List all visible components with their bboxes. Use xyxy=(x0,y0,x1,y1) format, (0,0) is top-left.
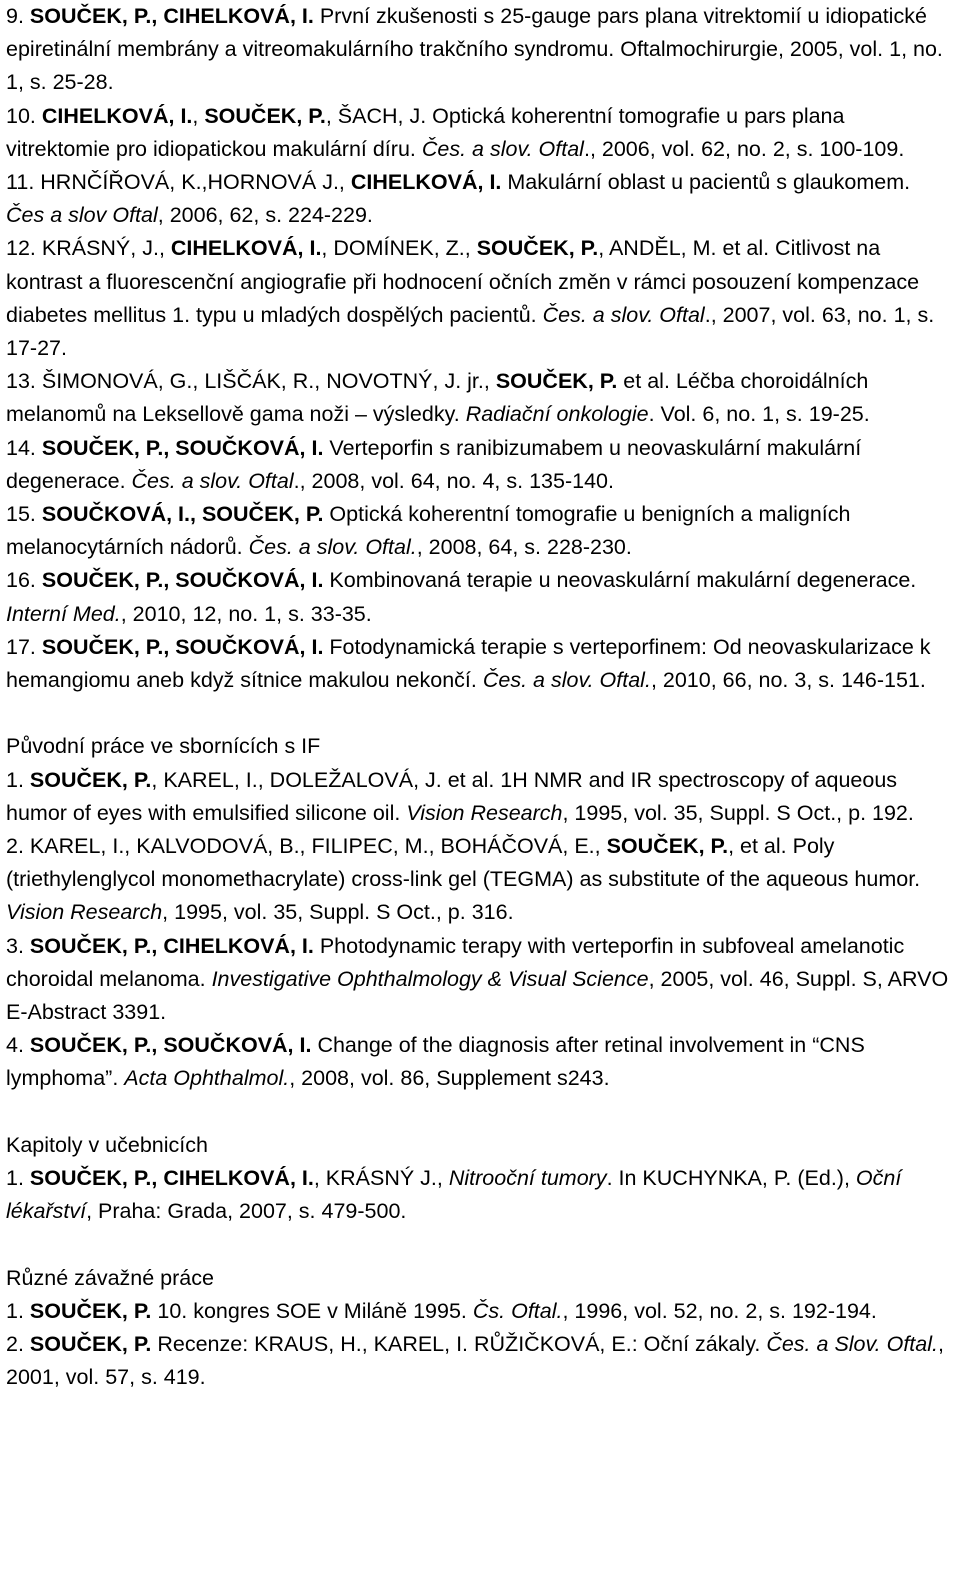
reference-text: 4. xyxy=(6,1033,30,1058)
reference-text: 11. HRNČÍŘOVÁ, K.,HORNOVÁ J., xyxy=(6,170,351,195)
reference-entry xyxy=(6,1162,954,1228)
reference-text: , 2010, 66, no. 3, s. 146-151. xyxy=(650,668,926,693)
author-highlight: SOUČEK, P. xyxy=(204,103,326,128)
reference-text: , 1995, vol. 35, Suppl. S Oct., p. 192. xyxy=(562,800,914,825)
section-spacer xyxy=(6,697,954,730)
reference-text: . Vol. 6, no. 1, s. 19-25. xyxy=(648,402,870,427)
author-highlight: SOUČEK, P., CIHELKOVÁ, I. xyxy=(29,1166,314,1191)
reference-text: Verteporfin s ranibizumabem u neovaskulární makulární degenerace. xyxy=(6,435,862,493)
reference-text: , 2005, vol. 46, Suppl. S, ARVO E-Abstract 3391. xyxy=(6,966,949,1025)
reference-text: , et al. Poly (triethylenglycol monomethacrylate) cross-link gel (TEGMA) as substitute of the aqueous humor. xyxy=(6,834,921,892)
section-spacer xyxy=(6,1096,954,1129)
author-highlight: SOUČKOVÁ, I., SOUČEK, P. xyxy=(41,502,324,527)
reference-text: 10. xyxy=(6,103,42,128)
reference-entry xyxy=(6,100,954,166)
reference-text: Fotodynamická terapie s verteporfinem: Od neovaskularizace k hemangiomu aneb když sítnice makulou nekončí. xyxy=(6,634,931,693)
reference-text: 10. kongres SOE v Miláně 1995. xyxy=(151,1298,473,1323)
reference-text: , 2010, 12, no. 1, s. 33-35. xyxy=(120,601,372,626)
reference-text: , xyxy=(192,103,205,128)
author-highlight: SOUČEK, P. xyxy=(29,1332,152,1357)
journal-title: Nitrooční tumory xyxy=(448,1166,607,1191)
section-heading: Různé závažné práce xyxy=(6,1265,214,1290)
reference-text: 1. xyxy=(6,767,30,792)
reference-text: ., 2008, vol. 64, no. 4, s. 135-140. xyxy=(293,468,614,493)
reference-entry xyxy=(6,830,954,930)
reference-text: et al. Léčba choroidálních melanomů na Leksellově gama noži – výsledky. xyxy=(6,369,869,427)
reference-text: 12. KRÁSNÝ, J., xyxy=(6,236,171,261)
reference-text: 16. xyxy=(6,568,42,593)
reference-text: Change of the diagnosis after retinal involvement in “CNS lymphoma”. xyxy=(6,1033,865,1091)
reference-text: , ANDĚL, M. et al. Citlivost na kontrast a fluorescenční angiografie při hodnocení očních změn v rámci posouzení kompenzace diabetes mellitus 1. typu u mladých dospělých pacientů. xyxy=(6,236,920,327)
journal-title: Čes a slov Oftal xyxy=(6,203,158,228)
author-highlight: SOUČEK, P. xyxy=(495,369,618,394)
reference-text: Kombinovaná terapie u neovaskulární makulární degenerace. xyxy=(323,568,917,593)
author-highlight: CIHELKOVÁ, I. xyxy=(170,236,322,261)
journal-title: Čes. a slov. Oftal xyxy=(421,136,584,161)
reference-entry xyxy=(6,1295,954,1328)
journal-title: Investigative Ophthalmology & Visual Science xyxy=(211,966,649,991)
reference-text: ., 2006, vol. 62, no. 2, s. 100-109. xyxy=(583,136,905,161)
reference-entry xyxy=(6,232,954,365)
section-heading: Kapitoly v učebnicích xyxy=(6,1132,208,1157)
reference-text: , 1995, vol. 35, Suppl. S Oct., p. 316. xyxy=(162,900,514,925)
journal-title: Čes. a slov. Oftal xyxy=(542,302,705,327)
journal-title: Vision Research xyxy=(406,800,563,825)
author-highlight: SOUČEK, P. xyxy=(606,834,729,859)
reference-text: 1. xyxy=(6,1166,30,1191)
reference-entry xyxy=(6,631,954,697)
author-highlight: SOUČEK, P., CIHELKOVÁ, I. xyxy=(29,933,314,958)
author-highlight: CIHELKOVÁ, I. xyxy=(350,170,502,195)
reference-text: , KAREL, I., DOLEŽALOVÁ, J. et al. 1H NMR and IR spectroscopy of aqueous humor of eyes with emulsified silicone oil. xyxy=(6,767,898,825)
reference-text: , 2008, 64, s. 228-230. xyxy=(416,535,632,560)
reference-text: Makulární oblast u pacientů s glaukomem. xyxy=(501,170,911,195)
reference-text: , Praha: Grada, 2007, s. 479-500. xyxy=(86,1199,407,1224)
reference-entry xyxy=(6,166,954,232)
reference-text: 2. xyxy=(6,1332,30,1357)
reference-text: 3. xyxy=(6,933,30,958)
journal-title: Interní Med. xyxy=(6,601,121,626)
author-highlight: SOUČEK, P. xyxy=(476,236,599,261)
reference-text: 14. xyxy=(6,435,42,460)
reference-text: 13. ŠIMONOVÁ, G., LIŠČÁK, R., NOVOTNÝ, J. jr., xyxy=(6,369,496,394)
reference-entry xyxy=(6,0,954,100)
section-spacer xyxy=(6,1228,954,1261)
reference-entry xyxy=(6,564,954,630)
author-highlight: SOUČEK, P. xyxy=(29,767,152,792)
reference-text: , ŠACH, J. Optická koherentní tomografie u pars plana vitrektomie pro idiopatickou makulární díru. xyxy=(6,103,845,161)
journal-title: Čes. a slov. Oftal. xyxy=(482,668,651,693)
reference-text: , DOMÍNEK, Z., xyxy=(321,236,477,261)
reference-text: , 2001, vol. 57, s. 419. xyxy=(6,1332,944,1390)
reference-text: Optická koherentní tomografie u benigních a maligních melanocytárních nádorů. xyxy=(6,502,851,560)
reference-text: 1. xyxy=(6,1298,30,1323)
journal-title: Čes. a slov. Oftal. xyxy=(248,535,417,560)
journal-title: Radiační onkologie xyxy=(465,402,649,427)
author-highlight: SOUČEK, P., CIHELKOVÁ, I. xyxy=(29,4,314,28)
author-highlight: SOUČEK, P., SOUČKOVÁ, I. xyxy=(41,568,324,593)
reference-entry xyxy=(6,365,954,431)
reference-entry xyxy=(6,498,954,564)
author-highlight: SOUČEK, P. xyxy=(29,1298,152,1323)
reference-text: , 2008, vol. 86, Supplement s243. xyxy=(289,1066,610,1091)
reference-entry xyxy=(6,1029,954,1095)
author-highlight: SOUČEK, P., SOUČKOVÁ, I. xyxy=(41,634,324,659)
reference-entry xyxy=(6,764,954,830)
reference-text: 17. xyxy=(6,634,42,659)
journal-title: Acta Ophthalmol. xyxy=(124,1066,290,1091)
journal-title: Vision Research xyxy=(6,900,163,925)
reference-text: Recenze: KRAUS, H., KAREL, I. RŮŽIČKOVÁ, E.: Oční zákaly. xyxy=(151,1332,767,1357)
journal-title: Čes. a slov. Oftal xyxy=(131,468,294,493)
reference-entry xyxy=(6,432,954,498)
reference-text: , KRÁSNÝ J., xyxy=(313,1166,449,1191)
reference-text: 9. xyxy=(6,4,30,28)
author-highlight: SOUČEK, P., SOUČKOVÁ, I. xyxy=(29,1033,312,1058)
reference-text: Photodynamic terapy with verteporfin in subfoveal amelanotic choroidal melanoma. xyxy=(6,933,905,991)
reference-entry xyxy=(6,930,954,1030)
journal-title: Oční lékařství xyxy=(6,1166,902,1224)
reference-text: ., 2007, vol. 63, no. 1, s. 17-27. xyxy=(6,302,935,361)
reference-text: , 2006, 62, s. 224-229. xyxy=(157,203,373,228)
reference-text: 2. KAREL, I., KALVODOVÁ, B., FILIPEC, M., BOHÁČOVÁ, E., xyxy=(6,834,607,859)
reference-text: , 1996, vol. 52, no. 2, s. 192-194. xyxy=(562,1298,877,1323)
reference-text: . In KUCHYNKA, P. (Ed.), xyxy=(606,1166,856,1191)
author-highlight: CIHELKOVÁ, I. xyxy=(41,103,193,128)
author-highlight: SOUČEK, P., SOUČKOVÁ, I. xyxy=(41,435,324,460)
reference-text: 15. xyxy=(6,502,42,527)
reference-entry xyxy=(6,1328,954,1394)
section-heading: Původní práce ve sbornících s IF xyxy=(6,734,321,759)
reference-text: První zkušenosti s 25-gauge pars plana vitrektomií u idiopatické epiretinální membrány a vitreomakulárního trakčního syndromu. Oftalmochirurgie, 2005, vol. 1, no. 1, s. 25-28. xyxy=(6,4,943,95)
journal-title: Čes. a Slov. Oftal. xyxy=(766,1332,938,1357)
journal-title: Čs. Oftal. xyxy=(472,1298,563,1323)
